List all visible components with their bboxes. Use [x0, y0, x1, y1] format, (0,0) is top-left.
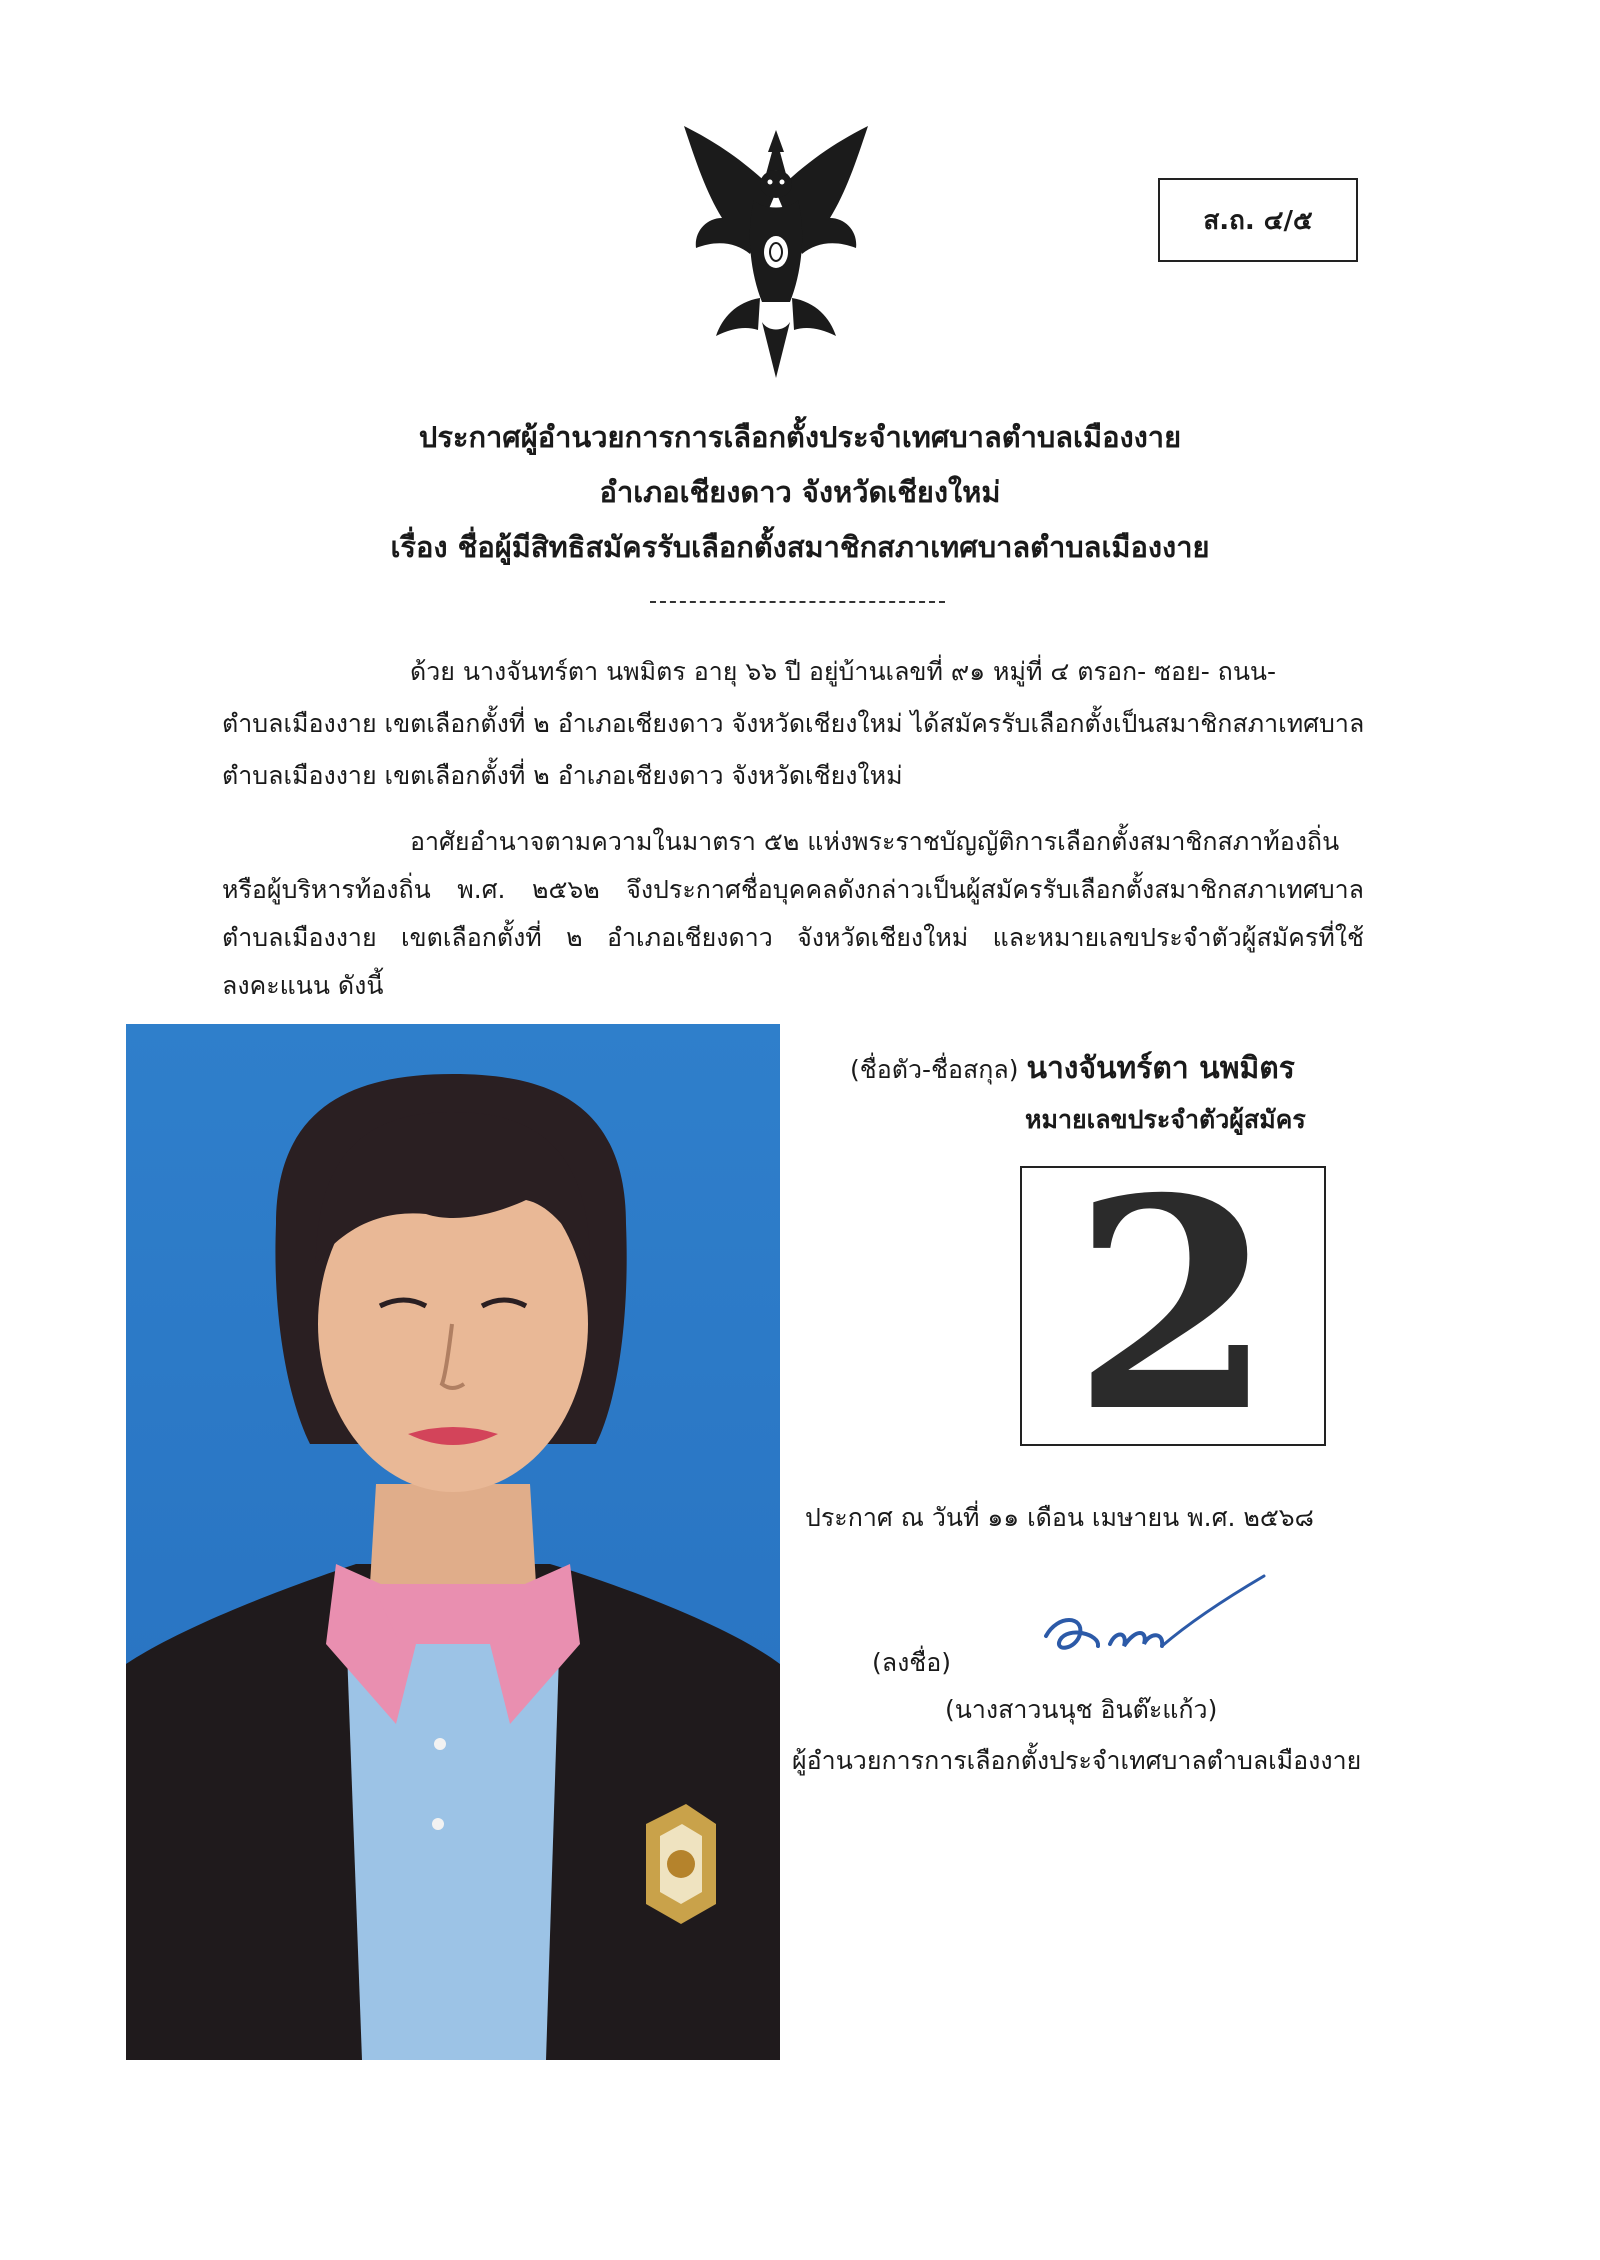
heading-divider — [650, 601, 945, 603]
candidate-number-box — [1020, 1166, 1326, 1446]
signer-name: (นางสาวนนุช อินต๊ะแก้ว) — [945, 1695, 1218, 1724]
paragraph1-line1: ด้วย นางจันทร์ตา นพมิตร อายุ ๖๖ ปี อยู่บ้านเลขที่ ๙๑ หมู่ที่ ๔ ตรอก- ซอย- ถนน- — [410, 657, 1277, 686]
candidate-name: นางจันทร์ตา นพมิตร — [1026, 1051, 1295, 1086]
candidate-name-line — [850, 1045, 1295, 1092]
signer-title: ผู้อำนวยการการเลือกตั้งประจำเทศบาลตำบลเมืองงาย — [792, 1746, 1362, 1775]
paragraph2-line2: หรือผู้บริหารท้องถิ่น พ.ศ. ๒๕๖๒ จึงประกาศชื่อบุคคลดังกล่าวเป็นผู้สมัครรับเลือกตั้งสมาชิกสภาเทศบาล — [222, 875, 1364, 904]
form-code-box — [1158, 178, 1358, 262]
announcement-date: ประกาศ ณ วันที่ ๑๑ เดือน เมษายน พ.ศ. ๒๕๖๘ — [805, 1503, 1314, 1532]
paragraph1-line3: ตำบลเมืองงาย เขตเลือกตั้งที่ ๒ อำเภอเชียงดาว จังหวัดเชียงใหม่ — [222, 761, 903, 790]
heading-line-2: อำเภอเชียงดาว จังหวัดเชียงใหม่ — [599, 475, 1001, 509]
portrait-illustration — [126, 1024, 780, 2060]
candidate-number: 2 — [1072, 1166, 1274, 1446]
paragraph2-line1: อาศัยอำนาจตามความในมาตรา ๕๒ แห่งพระราชบัญญัติการเลือกตั้งสมาชิกสภาท้องถิ่น — [410, 827, 1340, 856]
sign-label: (ลงชื่อ) — [872, 1648, 952, 1677]
candidate-name-prefix: (ชื่อตัว-ชื่อสกุล) — [850, 1055, 1019, 1084]
candidate-number-label: หมายเลขประจำตัวผู้สมัคร — [1025, 1105, 1306, 1134]
heading-subject: เรื่อง ชื่อผู้มีสิทธิสมัครรับเลือกตั้งสมาชิกสภาเทศบาลตำบลเมืองงาย — [390, 530, 1210, 564]
candidate-photo — [126, 1024, 780, 2060]
heading-line-1: ประกาศผู้อำนวยการการเลือกตั้งประจำเทศบาลตำบลเมืองงาย — [418, 420, 1182, 454]
form-code: ส.ถ. ๔/๕ — [1203, 205, 1313, 236]
paragraph1-line2: ตำบลเมืองงาย เขตเลือกตั้งที่ ๒ อำเภอเชียงดาว จังหวัดเชียงใหม่ ได้สมัครรับเลือกตั้งเป็นสมาชิกสภาเทศบาล — [222, 709, 1365, 738]
handwritten-signature — [1040, 1570, 1270, 1680]
paragraph2-line3: ตำบลเมืองงาย เขตเลือกตั้งที่ ๒ อำเภอเชียงดาว จังหวัดเชียงใหม่ และหมายเลขประจำตัวผู้สมัครที่ใช้ — [222, 923, 1364, 952]
paragraph2-line4: ลงคะแนน ดังนี้ — [222, 971, 384, 1000]
garuda-emblem-icon — [676, 122, 876, 382]
